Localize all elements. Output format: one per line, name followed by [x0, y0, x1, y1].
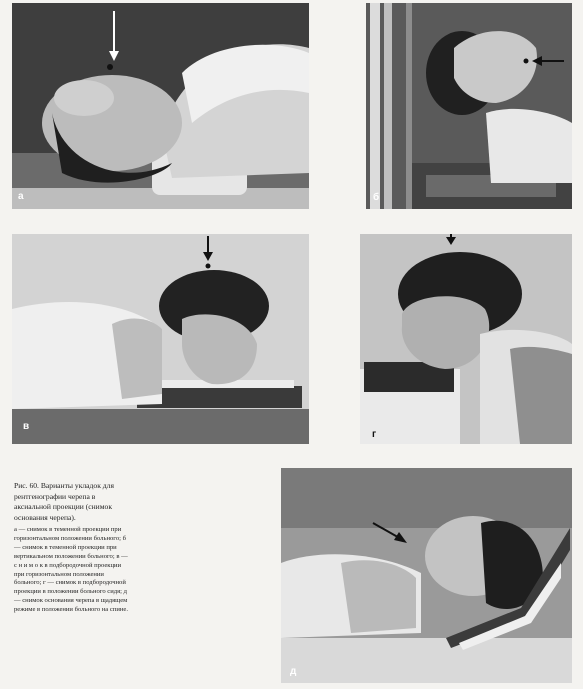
patient-lying-vertex-illustration — [12, 3, 309, 209]
patient-standing-vertex-illustration — [366, 3, 572, 209]
bleed-through-text — [318, 444, 568, 464]
photo-panel-d — [281, 468, 572, 683]
panel-label-g: г — [372, 429, 377, 440]
patient-sitting-chin-illustration — [360, 234, 572, 444]
panel-label-d: д — [290, 666, 297, 677]
photo-panel-g — [360, 234, 572, 444]
caption-title: Рис. 60. Варианты укладок для рентгенографии черепа в аксиальной проекции (снимок основания черепа). — [14, 481, 114, 522]
photo-panel-v — [12, 234, 309, 444]
patient-supine-base-illustration — [281, 468, 572, 683]
panel-label-b: б — [373, 192, 380, 203]
figure-caption — [14, 481, 132, 615]
patient-prone-chin-illustration — [12, 234, 309, 444]
panel-label-a: а — [18, 191, 24, 202]
photo-panel-b — [366, 3, 572, 209]
caption-body: а — снимок в теменной проекции при горизонтальном положении больного; б — снимок в теменной проекции при вертикальном положении больного; в — с н и м о к в подбородочной проекции при горизонтальном положении больного; г — снимок в подбородочной проекции в положении больного сидя; д — снимок основания черепа в щадящем режиме в положении больного на спине. — [14, 526, 128, 614]
photo-panel-a — [12, 3, 309, 209]
panel-label-v: в — [23, 421, 30, 432]
